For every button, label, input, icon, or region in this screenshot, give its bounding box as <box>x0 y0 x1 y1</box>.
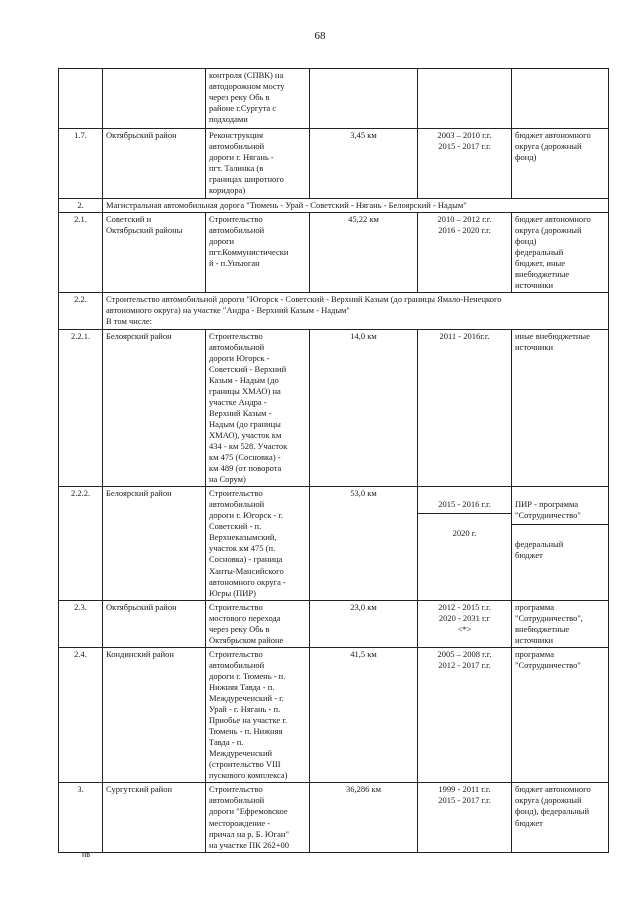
investment-table <box>58 68 609 853</box>
section-heading: Магистральная автомобильная дорога "Тюмень - Урай - Советский - Нягань - Белоярский - Надым" <box>103 199 609 213</box>
length-cell: 14,0 км <box>310 329 418 487</box>
description-cell: Строительство автомобильной дороги г. Югорск - г. Советский - п. Верхнеказымский, участок км 475 (п. Сосновка) - граница Ханты-Мансийского автономного округа - Югры (ПИР) <box>206 487 310 600</box>
length-cell <box>310 69 418 129</box>
table-row <box>59 213 609 293</box>
source-cell: бюджет автономного округа (дорожный фонд) <box>512 129 609 199</box>
row-number: 2.2.1. <box>59 329 103 487</box>
period-cell: 2010 – 2012 г.г. 2016 - 2020 г.г. <box>418 213 512 293</box>
description-cell: контроля (СПВК) на автодорожном мосту через реку Обь в районе г.Сургута с подходами <box>206 69 310 129</box>
district-cell: Кондинский район <box>103 647 206 783</box>
period-cell: 2011 - 2016г.г. <box>418 329 512 487</box>
table-row <box>59 199 609 213</box>
length-cell: 53,0 км <box>310 487 418 600</box>
table-row <box>59 293 609 329</box>
row-number: 2.2.2. <box>59 487 103 600</box>
row-number: 3. <box>59 783 103 852</box>
length-cell: 41,5 км <box>310 647 418 783</box>
section-heading: Строительство автомобильной дороги "Югорск - Советский - Верхний Казым (до границы Ямало-Ненецкого автономного округа) на участке "Андра - Верхний Казым - Надым" В том числе: <box>103 293 609 329</box>
length-cell: 36,286 км <box>310 783 418 852</box>
source-cell: иные внебюджетные источники <box>512 329 609 487</box>
source-part: ПИР - программа "Сотрудничество" <box>512 498 608 525</box>
table-row <box>59 329 609 487</box>
row-number <box>59 69 103 129</box>
period-part: 2015 - 2016 г.г. <box>418 498 511 514</box>
period-cell: 1999 - 2011 г.г. 2015 - 2017 г.г. <box>418 783 512 852</box>
description-cell: Строительство автомобильной дороги г. Тюмень - п. Нижняя Тавда - п. Междуреченский - г. Урай - г. Нягань - п. Приобье на участке г. Тюмень - п. Нижняя Тавда - п. Междуреченский (строительство VIII пускового комплекса) <box>206 647 310 783</box>
source-cell: бюджет автономного округа (дорожный фонд) федеральный бюджет, иные внебюджетные источники <box>512 213 609 293</box>
footer-mark: нв <box>82 850 91 859</box>
district-cell: Советский и Октябрьский районы <box>103 213 206 293</box>
district-cell: Белоярский район <box>103 487 206 600</box>
source-cell <box>512 487 609 600</box>
source-cell: бюджет автономного округа (дорожный фонд), федеральный бюджет <box>512 783 609 852</box>
source-part: федеральный бюджет <box>515 539 564 561</box>
table-row <box>59 129 609 199</box>
district-cell: Октябрьский район <box>103 600 206 647</box>
row-number: 2.1. <box>59 213 103 293</box>
row-number: 2.3. <box>59 600 103 647</box>
row-number: 2. <box>59 199 103 213</box>
period-cell <box>418 69 512 129</box>
row-number: 2.2. <box>59 293 103 329</box>
source-cell: программа "Сотрудничество" <box>512 647 609 783</box>
district-cell <box>103 69 206 129</box>
table-row <box>59 487 609 600</box>
description-cell: Строительство мостового перехода через реку Обь в Октябрьском районе <box>206 600 310 647</box>
description-cell: Реконструкция автомобильной дороги г. Нягань - пгт. Талинка (в границах широтного коридора) <box>206 129 310 199</box>
period-cell: 2003 – 2010 г.г. 2015 - 2017 г.г. <box>418 129 512 199</box>
source-cell: программа "Сотрудничество", внебюджетные источники <box>512 600 609 647</box>
source-cell <box>512 69 609 129</box>
row-number: 2.4. <box>59 647 103 783</box>
table-row <box>59 69 609 129</box>
period-cell <box>418 487 512 600</box>
length-cell: 45,22 км <box>310 213 418 293</box>
district-cell: Белоярский район <box>103 329 206 487</box>
page-number: 68 <box>314 30 326 42</box>
period-part: 2020 г. <box>452 528 477 539</box>
description-cell: Строительство автомобильной дороги пгт.Коммунистически й - п.Унъюган <box>206 213 310 293</box>
district-cell: Октябрьский район <box>103 129 206 199</box>
period-cell: 2012 - 2015 г.г. 2020 - 2031 г.г <*> <box>418 600 512 647</box>
period-cell: 2005 – 2008 г.г. 2012 - 2017 г.г. <box>418 647 512 783</box>
table-row <box>59 600 609 647</box>
description-cell: Строительство автомобильной дороги "Ефремовское месторождение - причал на р. Б. Юган" на участке ПК 262+00 <box>206 783 310 852</box>
table-row <box>59 783 609 852</box>
length-cell: 3,45 км <box>310 129 418 199</box>
length-cell: 23,0 км <box>310 600 418 647</box>
description-cell: Строительство автомобильной дороги Югорск - Советский - Верхний Казым - Надым (до границы ХМАО) на участке Андра - Верхний Казым - Надым (до границы ХМАО), участок км 434 - км 528. Участок км 475 (Сосновка) - км 489 (от поворота на Сорум) <box>206 329 310 487</box>
district-cell: Сургутский район <box>103 783 206 852</box>
row-number: 1.7. <box>59 129 103 199</box>
table-row <box>59 647 609 783</box>
